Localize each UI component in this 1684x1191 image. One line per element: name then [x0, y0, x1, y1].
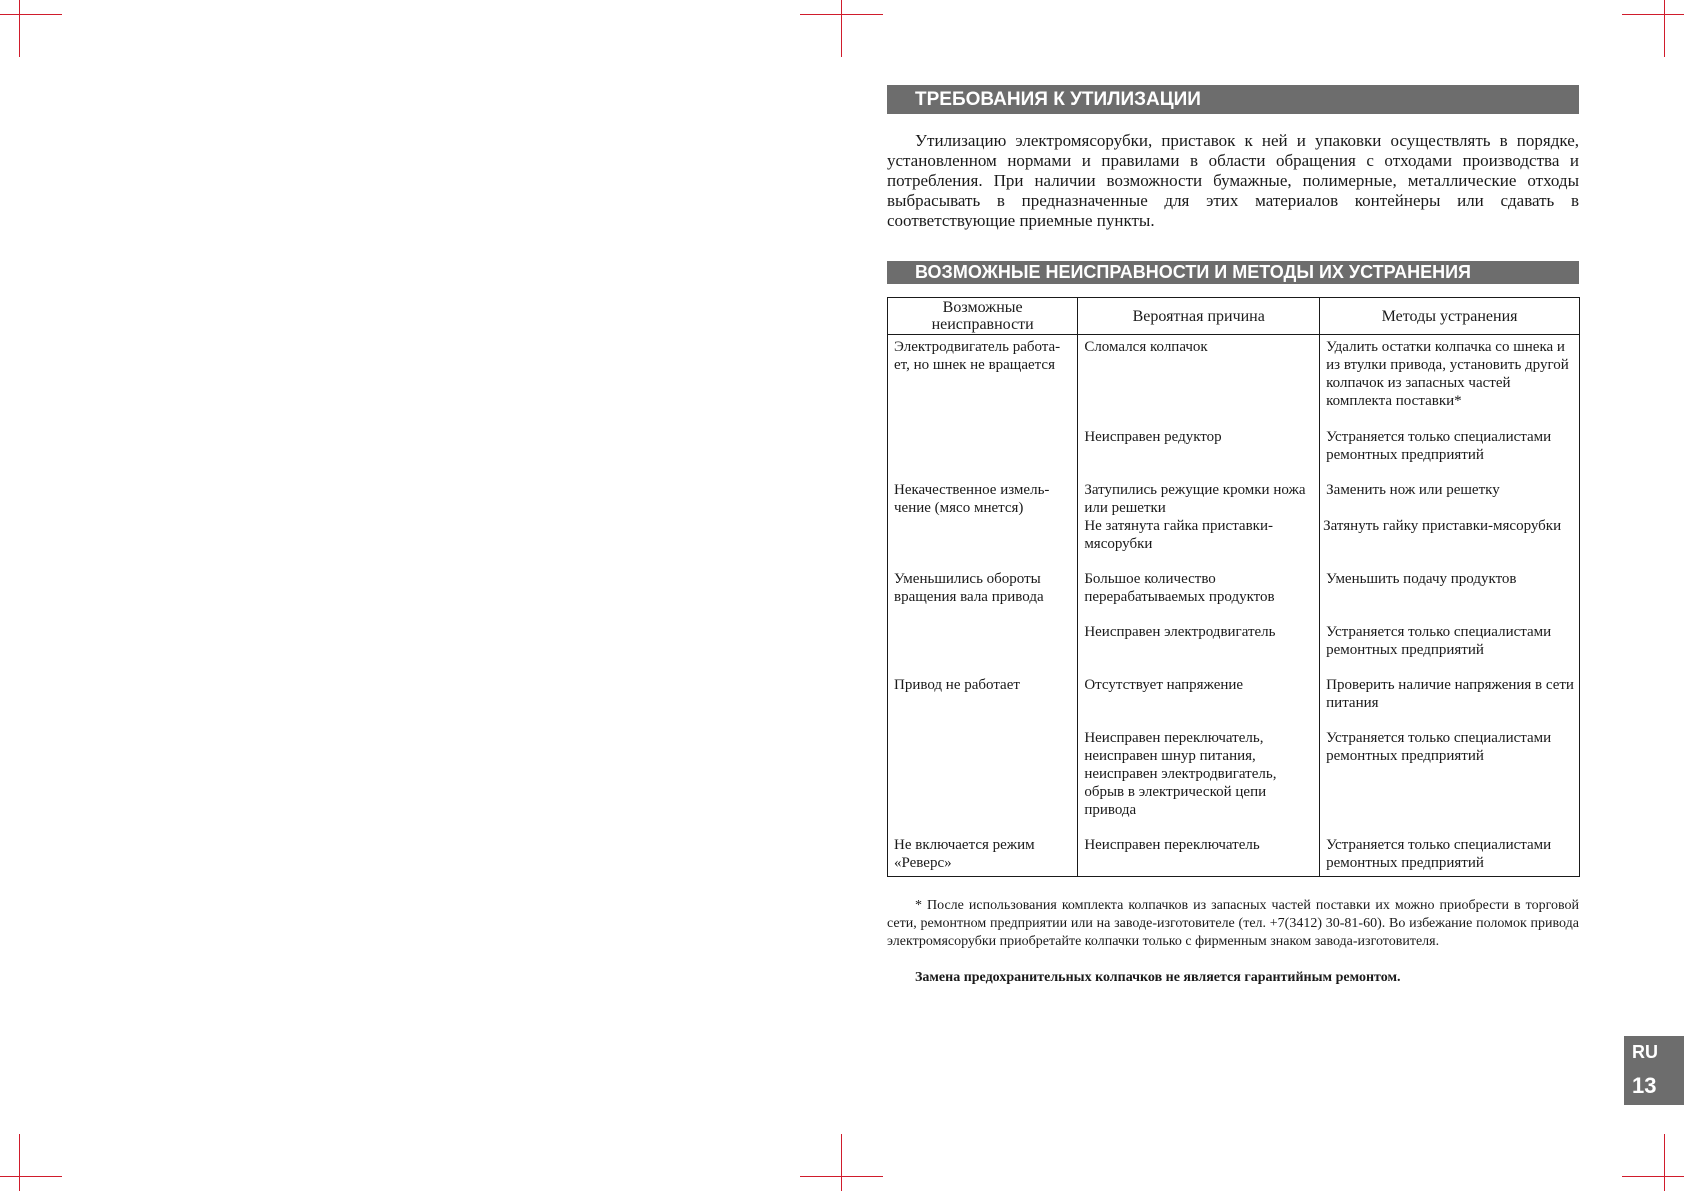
crop-mark [841, 1134, 842, 1191]
table-row [888, 729, 1580, 836]
remedy-cell: Устраняется только специалистами ремонтных предприятий [1320, 428, 1580, 481]
table-row [888, 676, 1580, 729]
table-row [888, 335, 1580, 429]
crop-mark [1664, 1134, 1665, 1191]
cause-cell: Неисправен электродвигатель [1078, 623, 1320, 676]
cause-cell: Сломался колпачок [1078, 335, 1320, 429]
footnote: * После использования комплекта колпачков из запасных частей поставки их можно приобрести в торговой сети, ремонтном предприятии или на заводе-изготовителе (тел. +7(3412) 30-81-60). Во избежание поломок привода электромясорубки приобретайте колпачки только с фирменным знаком завода-изготовителя. [887, 898, 1579, 949]
warranty-note: Замена предохранительных колпачков не является гарантийным ремонтом. [915, 970, 1401, 985]
disposal-paragraph: Утилизацию электромясорубки, приставок к ней и упаковки осуществлять в порядке, установленном нормами и правилами в области обращения с отходами производства и потребления. При наличии возможности бумажные, полимерные, металлические отходы выбрасывать в предназначенные для этих материалов контейнеры или сдавать в соответствующие приемные пункты. [887, 131, 1579, 230]
crop-mark [841, 0, 842, 57]
cause-cell: Неисправен переключатель [1078, 836, 1320, 877]
language-label: RU [1632, 1042, 1658, 1062]
cause-cell [1078, 481, 1320, 570]
remedy-line: Заменить нож или решетку [1326, 482, 1500, 498]
cause-cell: Неисправен редуктор [1078, 428, 1320, 481]
remedy-cell: Устраняется только специалистами ремонтных предприятий [1320, 623, 1580, 676]
crop-mark [0, 14, 62, 15]
remedy-line: Затянуть гайку приставки-мясорубки [1323, 518, 1562, 534]
crop-mark [1622, 1176, 1684, 1177]
remedy-cell: Устраняется только специалистами ремонтных предприятий [1320, 729, 1580, 836]
table-row [888, 623, 1580, 676]
page-number-tab [1624, 1036, 1684, 1105]
header-remedy: Методы устранения [1320, 298, 1580, 335]
problem-cell [888, 729, 1078, 836]
crop-mark [1622, 14, 1684, 15]
cause-cell: Большое количество перерабатываемых продуктов [1078, 570, 1320, 623]
problem-cell: Некачественное измель-чение (мясо мнется) [888, 481, 1078, 570]
table-row [888, 570, 1580, 623]
remedy-cell: Уменьшить подачу продуктов [1320, 570, 1580, 623]
crop-mark [19, 0, 20, 57]
crop-mark [0, 1176, 62, 1177]
header-problem: Возможные неисправности [888, 298, 1078, 335]
problem-cell: Не включается режим «Реверс» [888, 836, 1078, 877]
problem-cell [888, 428, 1078, 481]
disposal-section-title: ТРЕБОВАНИЯ К УТИЛИЗАЦИИ [887, 85, 1579, 114]
cause-cell: Неисправен переключатель, неисправен шнур питания, неисправен электродвигатель, обрыв в электрической цепи привода [1078, 729, 1320, 836]
troubleshooting-section-title: ВОЗМОЖНЫЕ НЕИСПРАВНОСТИ И МЕТОДЫ ИХ УСТРАНЕНИЯ [887, 261, 1579, 284]
remedy-cell: Удалить остатки колпачка со шнека и из втулки привода, установить другой колпачок из запасных частей комплекта поставки* [1320, 335, 1580, 429]
table-row [888, 428, 1580, 481]
crop-mark [19, 1134, 20, 1191]
table-row [888, 481, 1580, 570]
problem-cell: Привод не работает [888, 676, 1078, 729]
problem-cell [888, 623, 1078, 676]
problem-cell: Электродвигатель работа-ет, но шнек не вращается [888, 335, 1078, 429]
remedy-cell: Проверить наличие напряжения в сети питания [1320, 676, 1580, 729]
table-header-row [888, 298, 1580, 335]
header-cause: Вероятная причина [1078, 298, 1320, 335]
remedy-cell [1320, 481, 1580, 570]
troubleshooting-table [887, 297, 1580, 877]
problem-cell: Уменьшились обороты вращения вала привода [888, 570, 1078, 623]
remedy-cell: Устраняется только специалистами ремонтных предприятий [1320, 836, 1580, 877]
table-row [888, 836, 1580, 877]
cause-line: Затупились режущие кромки ножа или решетки [1084, 482, 1306, 516]
crop-mark [1664, 0, 1665, 57]
cause-cell: Отсутствует напряжение [1078, 676, 1320, 729]
page-number: 13 [1632, 1073, 1657, 1098]
cause-line: Не затянута гайка приставки-мясорубки [1084, 518, 1273, 552]
